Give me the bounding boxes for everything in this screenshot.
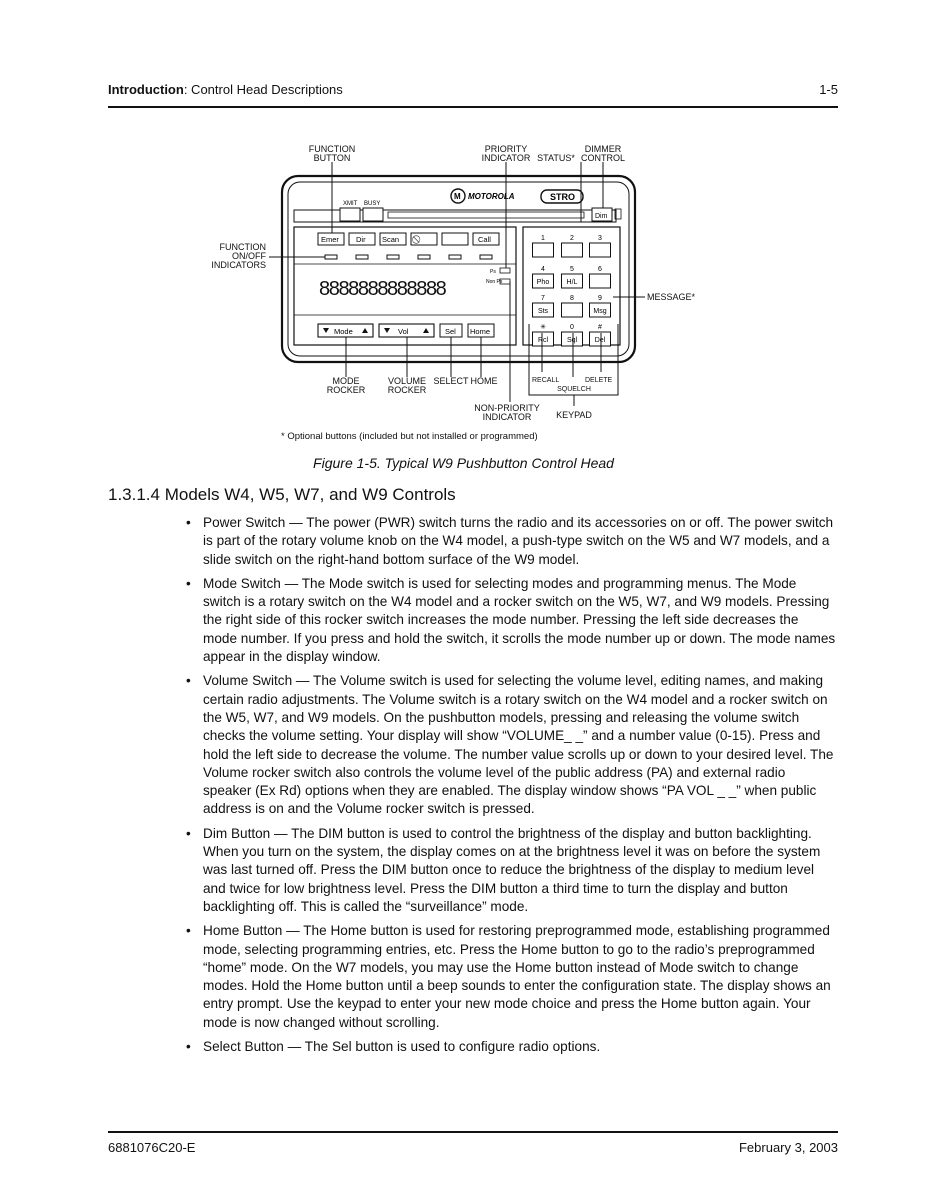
- keypad-key-1[interactable]: [533, 243, 554, 257]
- status-callout: STATUS*: [537, 153, 575, 163]
- header-rule: [108, 106, 838, 108]
- function-buttons: [318, 233, 499, 245]
- priority-callout-2: INDICATOR: [481, 153, 531, 163]
- keypad-key-label: Rcl: [537, 337, 549, 344]
- bullet-icon: •: [186, 1039, 191, 1055]
- keypad-key-number: 8: [570, 295, 574, 302]
- footer-doc-number: 6881076C20-E: [108, 1140, 196, 1155]
- list-item: [186, 514, 836, 569]
- function-indicator: [480, 255, 492, 259]
- non-ps-label: Non Ps: [486, 279, 503, 285]
- brand-label: MOTOROLA: [468, 192, 515, 201]
- function-button-callout-1: FUNCTION: [308, 144, 356, 154]
- keypad-key-number: 4: [541, 266, 545, 273]
- list-item: [186, 922, 836, 1032]
- bullet-icon: •: [186, 923, 191, 939]
- page-header: [108, 82, 838, 100]
- control-head-diagram: [200, 140, 720, 440]
- list-item: [186, 1038, 836, 1056]
- volume-rocker-label: Vol: [398, 327, 409, 336]
- bullet-icon: •: [186, 515, 191, 530]
- xmit-led: [340, 208, 360, 221]
- motorola-logo-m: M: [454, 192, 461, 201]
- display-window: 8888888888888: [319, 278, 446, 300]
- function-indicators: [325, 255, 492, 259]
- priority-indicator: [500, 268, 510, 273]
- keypad-key-number: 3: [598, 235, 602, 242]
- select-callout: SELECT: [433, 376, 469, 386]
- dim-label: Dim: [595, 213, 608, 220]
- keypad-key-number: 7: [541, 295, 545, 302]
- header-section: [108, 82, 343, 97]
- keypad-key-number: #: [598, 324, 602, 331]
- keypad-key-number: 9: [598, 295, 602, 302]
- keypad-key-label: Sql: [566, 337, 578, 344]
- keypad-key-label: Sts: [537, 308, 549, 315]
- figure-caption: Figure 1-5. Typical W9 Pushbutton Control Head: [313, 455, 614, 471]
- list-item-text: Power Switch — The power (PWR) switch turns the radio and its accessories on or off. The power switch is part of the rotary volume knob on the W4 model, a push-type switch on the W5 and W7 models, and a slide switch on the right-hand bottom surface of the W9 model.: [203, 515, 834, 567]
- header-section-bold: Introduction: [108, 82, 184, 97]
- message-callout: MESSAGE*: [647, 292, 696, 302]
- keypad-key-3[interactable]: [590, 243, 611, 257]
- footer-rule: [108, 1131, 838, 1133]
- busy-led: [363, 208, 383, 221]
- function-indicator: [387, 255, 399, 259]
- home-button-label: Home: [470, 327, 491, 336]
- list-item-text: Mode Switch — The Mode switch is used for selecting modes and programming menus. The Mode switch is a rotary switch on the W4 model and a rocker switch on the W5, W7, and W9 models. Pressing the right side of this rocker switch increases the mode number. Pressing the left side decreases the mode number. If you press and hold the switch, it scrolls the mode number up or down. The mode names appear in the display window.: [203, 575, 836, 665]
- function-button-callout-2: BUTTON: [313, 153, 351, 163]
- section-heading: 1.3.1.4 Models W4, W5, W7, and W9 Controls: [108, 485, 456, 504]
- bullet-icon: •: [186, 673, 191, 689]
- list-item-text: Dim Button — The DIM button is used to control the brightness of the display and button backlighting. When you turn on the system, the display comes on at the brightness level it was on before the system was last turned off. Press the DIM button once to reduce the brightness of the display to medium level and twice for low brightness level. Press the DIM button a third time to turn the display and button backlighting off. This is called the “surveillance” mode.: [203, 825, 821, 914]
- list-item-text: Select Button — The Sel button is used to configure radio options.: [203, 1039, 601, 1055]
- keypad-key-label: Msg: [593, 308, 607, 315]
- blank-function-button[interactable]: [442, 233, 468, 245]
- ps-label: Ps: [490, 269, 496, 275]
- non-priority-callout-2: INDICATOR: [482, 412, 532, 422]
- speaker-slot: [388, 212, 584, 218]
- select-button-label: Sel: [445, 327, 456, 336]
- list-item: [186, 672, 836, 818]
- busy-label: BUSY: [364, 201, 381, 207]
- volume-rocker-callout-2: ROCKER: [387, 385, 427, 395]
- mode-rocker-label: Mode: [334, 327, 353, 336]
- squelch-callout: SQUELCH: [557, 386, 591, 393]
- priority-callout-1: PRIORITY: [484, 144, 528, 154]
- keypad-key-number: 5: [570, 266, 574, 273]
- function-onoff-callout-1: FUNCTION: [219, 242, 266, 252]
- dir-label: Dir: [356, 235, 366, 244]
- mode-rocker-callout-2: ROCKER: [326, 385, 366, 395]
- header-page-number: 1-5: [819, 82, 838, 97]
- list-item-text: Home Button — The Home button is used for restoring preprogrammed mode, establishing programmed mode, selecting programming entries, etc. Press the Home button to go to the radio’s preprogrammed “home” mode. On the W7 models, you may use the Home button instead of Mode switch to change modes. Hold the Home button until a beep sounds to enter the configuration state. The display shows an entry prompt. Use the keypad to enter your new mode choice and press the Home button again. Your mode is now changed without scrolling.: [203, 923, 831, 1030]
- controls-list: [186, 514, 836, 1062]
- function-indicator: [449, 255, 461, 259]
- keypad-key-6[interactable]: [590, 274, 611, 288]
- call-label: Call: [478, 235, 491, 244]
- bullet-icon: •: [186, 575, 191, 591]
- control-head-figure: [200, 140, 720, 440]
- volume-rocker-callout-1: VOLUME: [387, 376, 427, 386]
- function-indicator: [418, 255, 430, 259]
- keypad-key-label: Del: [594, 337, 606, 344]
- keypad-callout: KEYPAD: [556, 410, 592, 420]
- keypad-key-label: Pho: [536, 279, 550, 286]
- recall-callout: RECALL: [532, 377, 560, 384]
- keypad-key-number: 0: [570, 324, 574, 331]
- function-onoff-callout-3: INDICATORS: [211, 260, 266, 270]
- keypad-key-label: H/L: [566, 279, 578, 286]
- keypad-key-2[interactable]: [562, 243, 583, 257]
- model-label: STRO: [550, 192, 576, 202]
- mode-rocker-callout-1: MODE: [332, 376, 360, 386]
- no-scan-button[interactable]: [411, 233, 437, 245]
- keypad-key-number: 2: [570, 235, 574, 242]
- keypad-key-number: ✳: [540, 324, 546, 331]
- delete-callout: DELETE: [585, 377, 613, 384]
- keypad-key-number: 1: [541, 235, 545, 242]
- scan-label: Scan: [382, 235, 400, 244]
- keypad-key-8[interactable]: [562, 303, 583, 317]
- bullet-icon: •: [186, 825, 191, 841]
- non-priority-callout-1: NON-PRIORITY: [474, 403, 540, 413]
- function-onoff-callout-2: ON/OFF: [232, 251, 266, 261]
- figure-footnote: * Optional buttons (included but not installed or programmed): [281, 431, 538, 442]
- emer-label: Emer: [321, 235, 339, 244]
- keypad-sub-labels: [532, 377, 613, 393]
- list-item: [186, 825, 836, 916]
- keypad: [533, 235, 611, 346]
- xmit-label: XMIT: [343, 201, 358, 207]
- function-indicator: [325, 255, 337, 259]
- footer-date: February 3, 2003: [738, 1140, 838, 1155]
- function-indicator: [356, 255, 368, 259]
- home-callout: HOME: [470, 376, 498, 386]
- list-item-text: Volume Switch — The Volume switch is used for selecting the volume level, editing names, and making certain radio adjustments. The Volume switch is a rotary switch on the W4 model and a rocker switch on the W5, W7, and W9 models. On the pushbutton models, pressing and releasing the volume switch checks the volume setting. Your display will show “VOLUME_ _” and a number value (0-15). Press and hold the left side to decrease the volume. The number value scrolls up or down to your desired level. The Volume rocker switch also controls the volume level of the public address (PA) and external radio speaker (Ex Rd) options when they are enabled. The display window shows “PA VOL _ _” when public address is on and the Volume rocker switch is pressed.: [203, 673, 834, 817]
- dimmer-callout-1: DIMMER: [584, 144, 622, 154]
- keypad-key-number: 6: [598, 266, 602, 273]
- dimmer-callout-2: CONTROL: [580, 153, 626, 163]
- list-item: [186, 575, 836, 666]
- header-section-rest: : Control Head Descriptions: [183, 82, 343, 97]
